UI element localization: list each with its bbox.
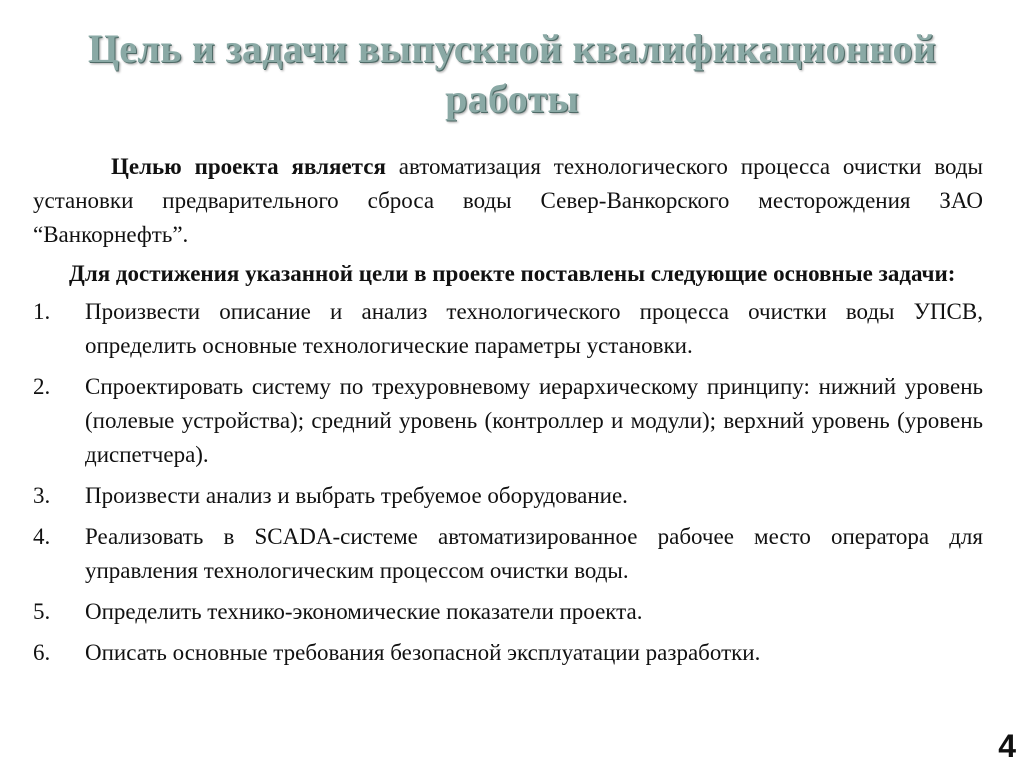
task-text: Произвести описание и анализ технологического процесса очистки воды УПСВ, определить основные технологические параметры установки. [85,299,983,358]
task-list [33,295,983,670]
goal-lead: Целью проекта является [111,154,386,179]
task-text: Определить технико-экономические показатели проекта. [85,599,643,624]
task-number: 5. [33,599,51,624]
task-number: 6. [33,640,51,665]
task-text: Описать основные требования безопасной эксплуатации разработки. [85,640,761,665]
slide-title-line-2: работы [445,76,579,121]
list-item [33,636,983,670]
task-text: Реализовать в SCADA-системе автоматизированное рабочее место оператора для управления технологическим процессом очистки воды. [85,524,983,583]
slide-title-line-1: Цель и задачи выпускной квалификационной [87,26,937,71]
list-item [33,595,983,629]
tasks-intro: Для достижения указанной цели в проекте поставлены следующие основные задачи: [69,261,956,286]
task-number: 4. [33,524,51,549]
task-number: 2. [33,374,51,399]
list-item [33,370,983,472]
goal-text: автоматизация технологического процесса очистки воды установки предварительного сброса воды Север-Ванкорского месторождения ЗАО “Ванкорнефть”. [33,154,984,247]
slide-title [0,24,1024,124]
page-number: 4 [998,728,1016,764]
slide-body [33,150,983,677]
goal-paragraph [33,150,983,252]
list-item [33,520,983,588]
task-text: Спроектировать систему по трехуровневому иерархическому принципу: нижний уровень (полевые устройства); средний уровень (контроллер и модули); верхний уровень (уровень диспетчера). [85,374,983,467]
list-item [33,295,983,363]
task-number: 1. [33,299,51,324]
task-text: Произвести анализ и выбрать требуемое оборудование. [85,483,628,508]
task-number: 3. [33,483,51,508]
list-item [33,479,983,513]
